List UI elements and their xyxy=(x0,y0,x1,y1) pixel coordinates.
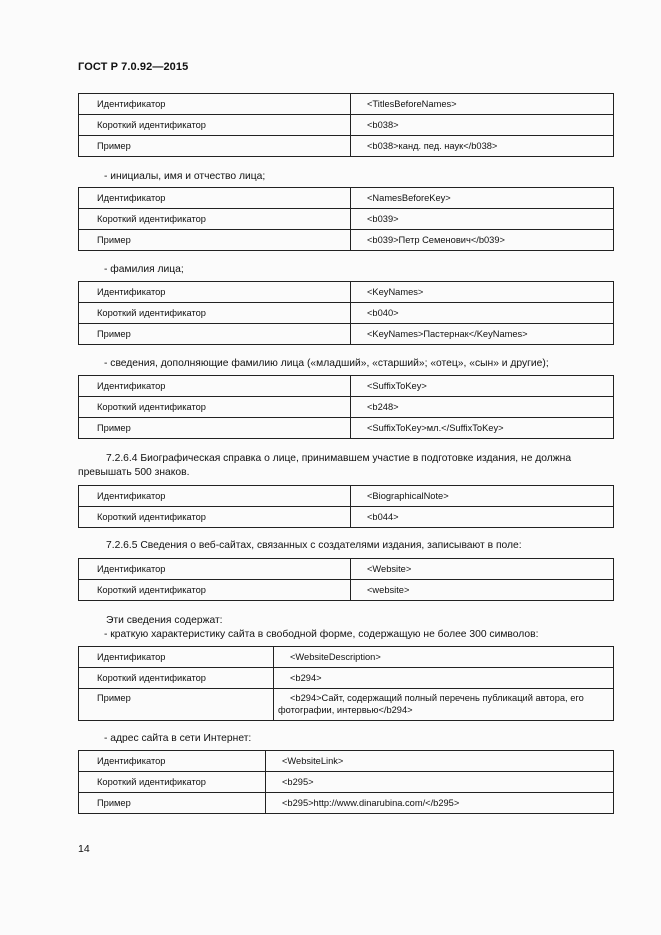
document-header: ГОСТ Р 7.0.92—2015 xyxy=(78,61,189,73)
label-identifier: Идентификатор xyxy=(79,376,351,397)
paragraph-site-description: - краткую характеристику сайта в свободной форме, содержащую не более 300 символов: xyxy=(104,629,539,640)
label-identifier: Идентификатор xyxy=(79,188,351,209)
table-website-link xyxy=(78,750,614,814)
label-identifier: Идентификатор xyxy=(79,751,266,772)
short-identifier-value: <b038> xyxy=(351,115,614,136)
paragraph-contents: Эти сведения содержат: xyxy=(106,615,223,626)
identifier-value: <SuffixToKey> xyxy=(351,376,614,397)
paragraph-initials: - инициалы, имя и отчество лица; xyxy=(104,171,266,182)
table-biographical-note xyxy=(78,485,614,528)
page-number: 14 xyxy=(78,843,90,855)
label-identifier: Идентификатор xyxy=(79,559,351,580)
short-identifier-value: <b040> xyxy=(351,303,614,324)
paragraph-site-address: - адрес сайта в сети Интернет: xyxy=(104,733,252,744)
table-row xyxy=(79,136,614,157)
paragraph-line: 7.2.6.4 Биографическая справка о лице, принимавшем участие в подготовке издания, не должна xyxy=(106,453,572,464)
identifier-value: <KeyNames> xyxy=(351,282,614,303)
short-identifier-value: <b039> xyxy=(351,209,614,230)
paragraph-suffix: - сведения, дополняющие фамилию лица («младший», «старший»; «отец», «сын» и другие); xyxy=(104,358,549,369)
label-example: Пример xyxy=(79,230,351,251)
identifier-value: <Website> xyxy=(351,559,614,580)
table-names-before-key xyxy=(78,187,614,251)
short-identifier-value: <website> xyxy=(351,580,614,601)
example-value: <b039>Петр Семенович</b039> xyxy=(351,230,614,251)
paragraph-surname: - фамилия лица; xyxy=(104,264,184,275)
label-short-identifier: Короткий идентификатор xyxy=(79,397,351,418)
label-identifier: Идентификатор xyxy=(79,282,351,303)
table-row xyxy=(79,376,614,397)
label-short-identifier: Короткий идентификатор xyxy=(79,580,351,601)
table-row xyxy=(79,418,614,439)
table-row xyxy=(79,559,614,580)
table-row xyxy=(79,772,614,793)
table-row xyxy=(79,580,614,601)
identifier-value: <BiographicalNote> xyxy=(351,486,614,507)
short-identifier-value: <b295> xyxy=(266,772,614,793)
short-identifier-value: <b294> xyxy=(274,668,614,689)
label-example: Пример xyxy=(79,418,351,439)
label-example: Пример xyxy=(79,136,351,157)
table-row xyxy=(79,209,614,230)
label-short-identifier: Короткий идентификатор xyxy=(79,303,351,324)
paragraph-biographical-note xyxy=(78,452,614,480)
label-example: Пример xyxy=(79,793,266,814)
table-row xyxy=(79,303,614,324)
label-short-identifier: Короткий идентификатор xyxy=(79,209,351,230)
label-identifier: Идентификатор xyxy=(79,647,274,668)
short-identifier-value: <b044> xyxy=(351,507,614,528)
table-key-names xyxy=(78,281,614,345)
example-value: <KeyNames>Пастернак</KeyNames> xyxy=(351,324,614,345)
label-identifier: Идентификатор xyxy=(79,486,351,507)
identifier-value: <WebsiteDescription> xyxy=(274,647,614,668)
label-identifier: Идентификатор xyxy=(79,94,351,115)
table-row xyxy=(79,689,614,721)
table-row xyxy=(79,115,614,136)
table-row xyxy=(79,507,614,528)
table-row xyxy=(79,397,614,418)
example-value: <SuffixToKey>мл.</SuffixToKey> xyxy=(351,418,614,439)
example-value: <b038>канд. пед. наук</b038> xyxy=(351,136,614,157)
label-example: Пример xyxy=(79,324,351,345)
table-titles-before-names xyxy=(78,93,614,157)
table-website-description xyxy=(78,646,614,721)
example-line: <b294>Сайт, содержащий полный перечень публикаций автора, его xyxy=(290,693,584,703)
label-short-identifier: Короткий идентификатор xyxy=(79,115,351,136)
table-suffix-to-key xyxy=(78,375,614,439)
identifier-value: <TitlesBeforeNames> xyxy=(351,94,614,115)
example-value: <b295>http://www.dinarubina.com/</b295> xyxy=(266,793,614,814)
table-row xyxy=(79,94,614,115)
label-short-identifier: Короткий идентификатор xyxy=(79,668,274,689)
identifier-value: <WebsiteLink> xyxy=(266,751,614,772)
table-row xyxy=(79,668,614,689)
table-row xyxy=(79,230,614,251)
table-row xyxy=(79,793,614,814)
table-row xyxy=(79,486,614,507)
table-row xyxy=(79,751,614,772)
paragraph-line: превышать 500 знаков. xyxy=(78,467,190,478)
table-row xyxy=(79,647,614,668)
example-value xyxy=(274,689,614,721)
label-short-identifier: Короткий идентификатор xyxy=(79,507,351,528)
table-row xyxy=(79,324,614,345)
paragraph-websites: 7.2.6.5 Сведения о веб-сайтах, связанных с создателями издания, записывают в поле: xyxy=(106,540,522,551)
label-short-identifier: Короткий идентификатор xyxy=(79,772,266,793)
identifier-value: <NamesBeforeKey> xyxy=(351,188,614,209)
example-line: фотографии, интервью</b294> xyxy=(278,705,413,715)
table-row xyxy=(79,282,614,303)
table-row xyxy=(79,188,614,209)
short-identifier-value: <b248> xyxy=(351,397,614,418)
label-example: Пример xyxy=(79,689,274,721)
table-website xyxy=(78,558,614,601)
